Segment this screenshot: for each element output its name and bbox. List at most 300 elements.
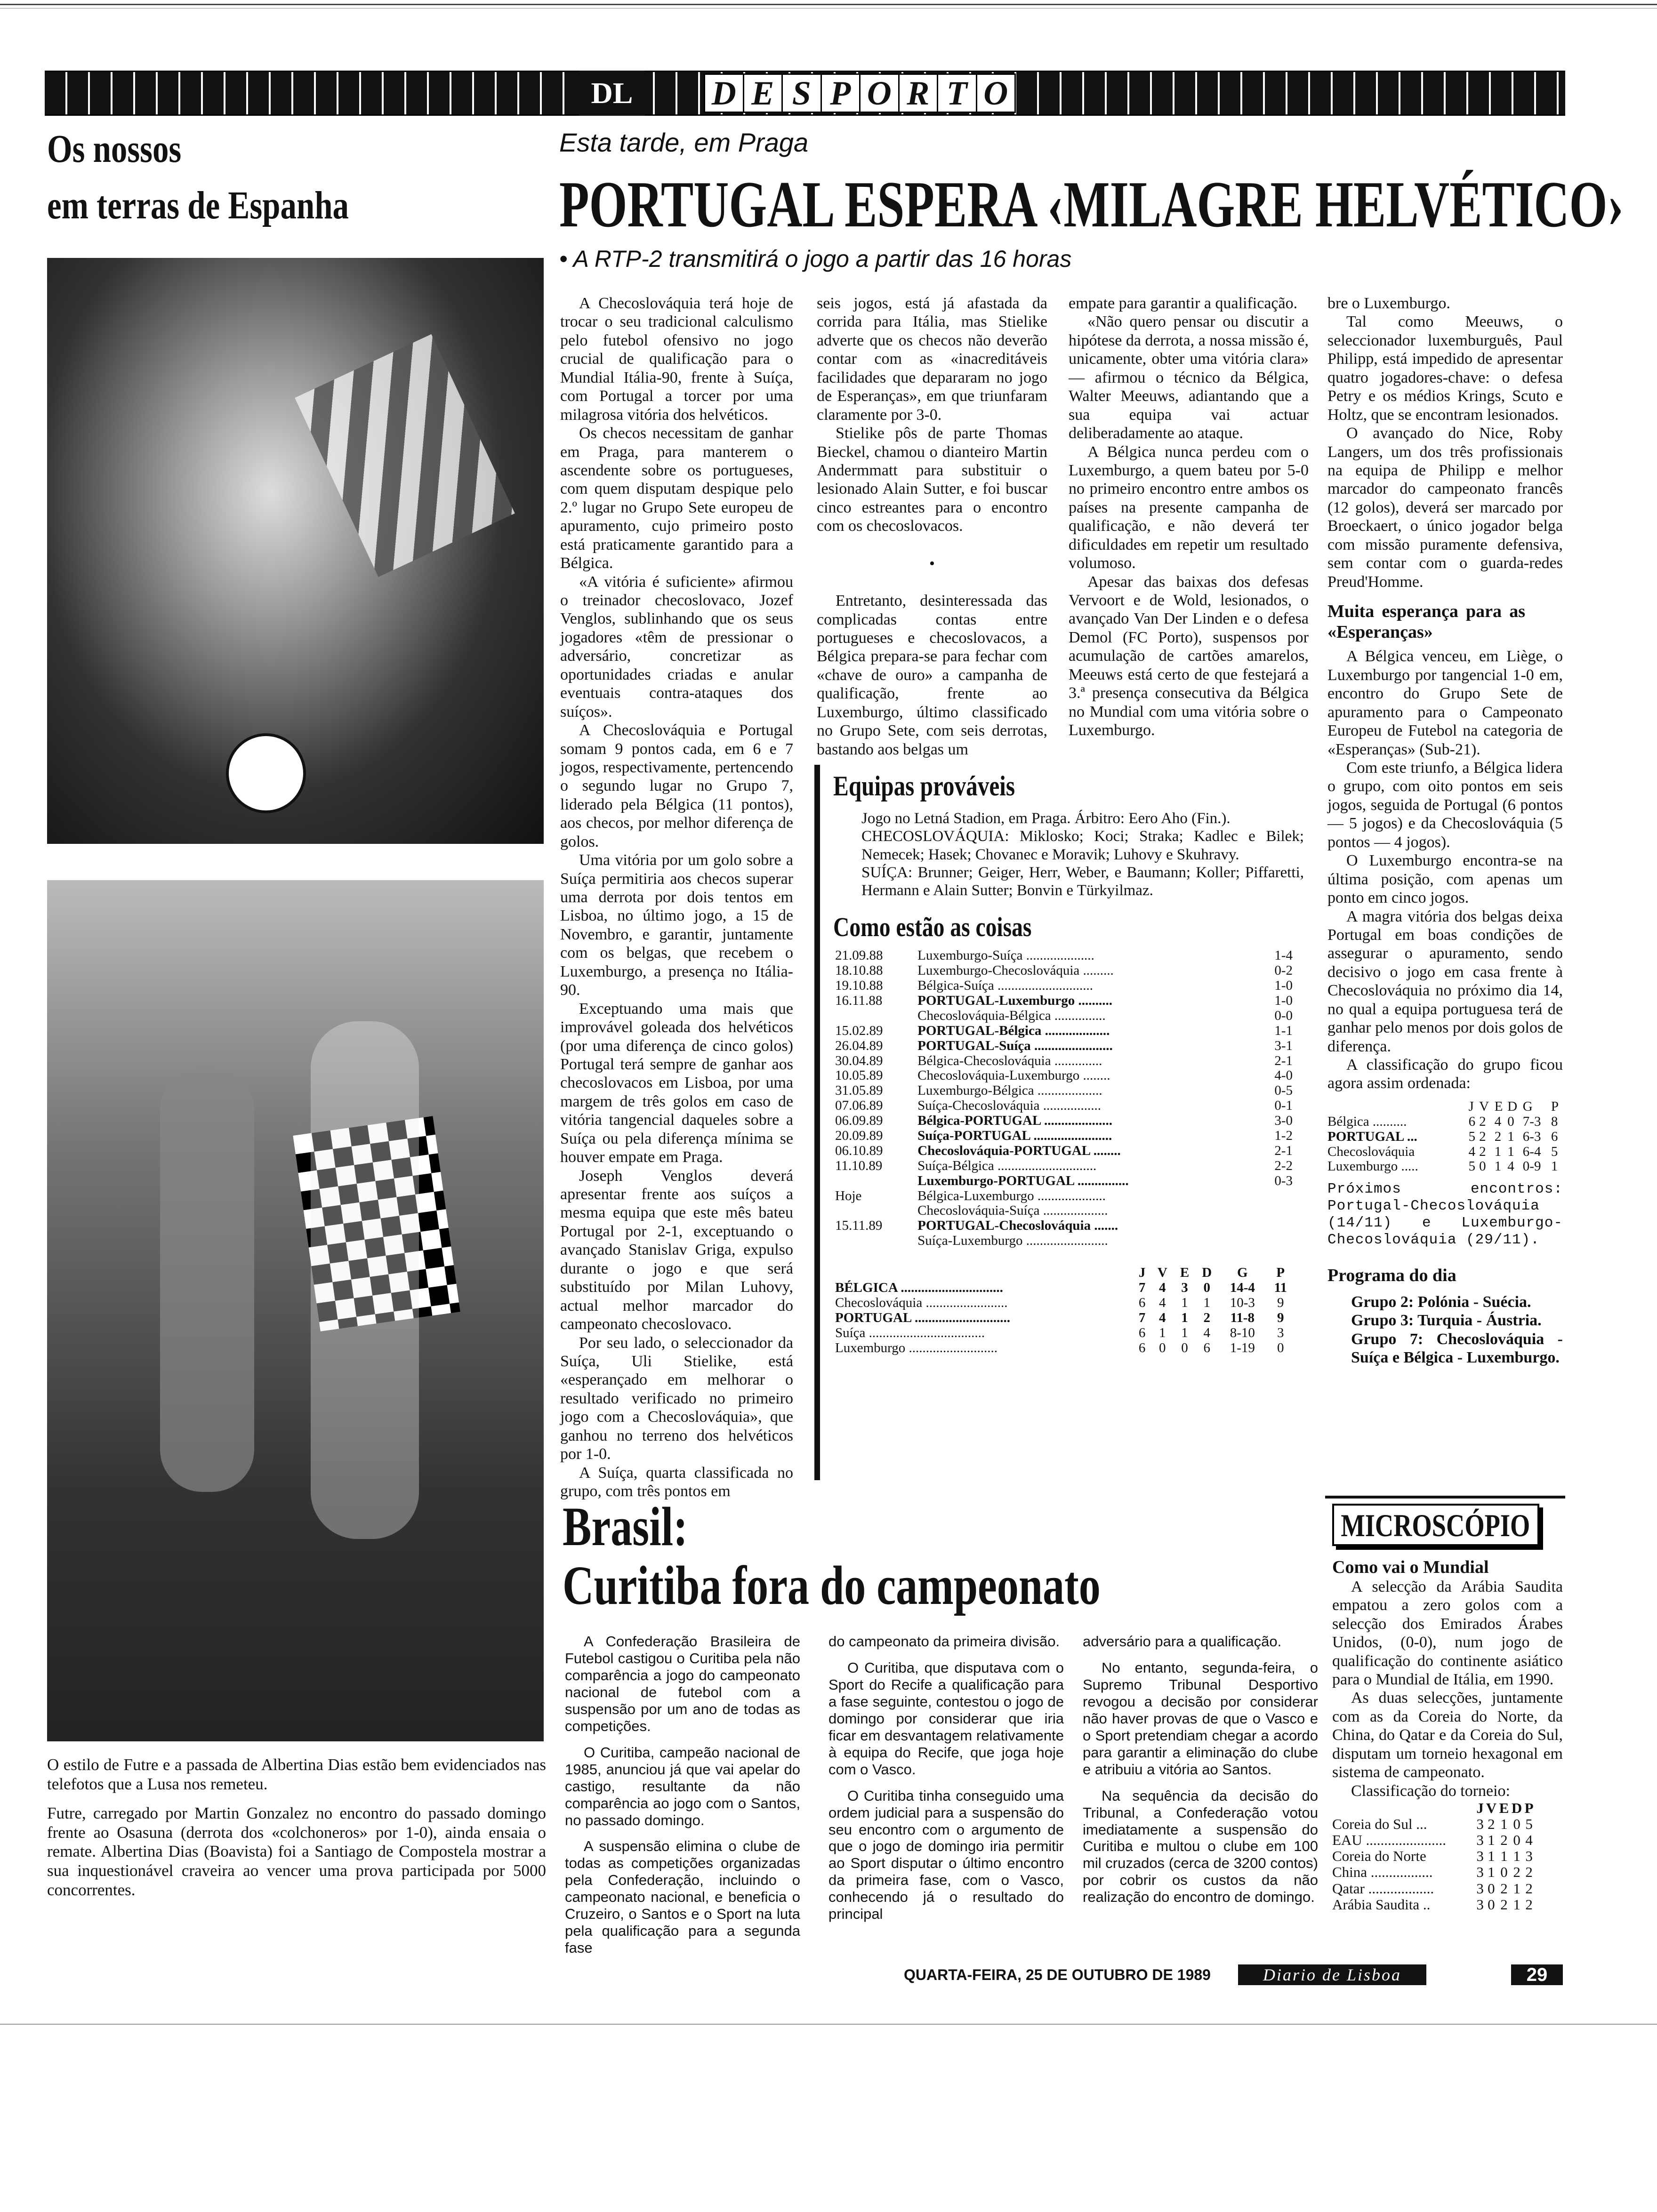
table-row bbox=[1332, 1864, 1535, 1880]
table-cell: 1 bbox=[1488, 1832, 1495, 1849]
table-cell: 0 bbox=[1277, 1340, 1284, 1355]
football-ball-shape bbox=[226, 733, 306, 813]
brasil-title-line1: Brasil: bbox=[563, 1496, 688, 1557]
section-letter: R bbox=[898, 73, 939, 113]
table-cell: 2 bbox=[1488, 1816, 1495, 1833]
headline: PORTUGAL ESPERA ‹MILAGRE HELVÉTICO› bbox=[559, 168, 1624, 241]
table-cell: PORTUGAL-Bélgica ................... bbox=[917, 1023, 1110, 1038]
table-cell: Checoslováquia-Suíça ................... bbox=[917, 1203, 1108, 1218]
table-cell: 2 bbox=[1479, 1144, 1486, 1159]
table-cell: PORTUGAL ... bbox=[1327, 1129, 1417, 1144]
table-header-row bbox=[1332, 1800, 1535, 1816]
table-row bbox=[1332, 1832, 1535, 1848]
table-cell: Checoslováquia bbox=[1327, 1144, 1415, 1159]
table-cell: 11 bbox=[1274, 1280, 1287, 1296]
table-cell: 3 bbox=[1525, 1848, 1533, 1865]
table-cell: 1-0 bbox=[1274, 993, 1293, 1008]
table-cell bbox=[1259, 1218, 1295, 1234]
caption-paragraph: O estilo de Futre e a passada de Albertina Dias estão bem evidenciados nas telefotos que a Lusa nos remeteu. bbox=[47, 1755, 546, 1793]
table-cell: Suíça-Luxemburgo ........................ bbox=[917, 1233, 1108, 1249]
table-cell: 3-1 bbox=[1274, 1038, 1293, 1053]
table-cell: Bélgica-PORTUGAL .................... bbox=[917, 1113, 1112, 1129]
table-cell: 31.05.89 bbox=[835, 1083, 883, 1098]
footer-date: QUARTA-FEIRA, 25 DE OUTUBRO DE 1989 bbox=[904, 1966, 1211, 1983]
table-row bbox=[833, 1189, 1295, 1204]
table-cell: 2 bbox=[1513, 1864, 1520, 1881]
table-row bbox=[1327, 1114, 1563, 1130]
table-cell: 0-9 bbox=[1522, 1159, 1541, 1174]
table-cell: 3 bbox=[1277, 1325, 1284, 1340]
table-cell: China ................. bbox=[1332, 1864, 1433, 1881]
top-rule bbox=[0, 4, 1657, 8]
article-paragraph: No entanto, segunda-feira, o Supremo Tribunal Desportivo revogou a decisão por considerar não haver provas de que o Vasco e o Sport pretendiam chegar a acordo para garantir a eliminação do clube e atribuiu a vitória ao Santos. bbox=[1083, 1659, 1318, 1778]
table-cell: 15.02.89 bbox=[835, 1023, 883, 1038]
table-row bbox=[833, 1326, 1295, 1341]
table-cell: 1 bbox=[1507, 1129, 1514, 1144]
table-cell: 1-2 bbox=[1274, 1128, 1293, 1144]
table-cell: Checoslováquia-Luxemburgo ........ bbox=[917, 1068, 1110, 1083]
table-header-row bbox=[1327, 1099, 1563, 1114]
table-cell: 7-3 bbox=[1522, 1114, 1541, 1129]
section-letter: P bbox=[820, 73, 861, 113]
table-cell: 1 bbox=[1181, 1295, 1188, 1310]
section-letter: O bbox=[976, 73, 1016, 113]
table-cell: 10-3 bbox=[1230, 1295, 1255, 1310]
article-paragraph: A Confederação Brasileira de Futebol castigou o Curitiba pela não comparência a jogo do campeonato nacional de futebol com a suspensão por um ano de todas as competições. bbox=[565, 1633, 800, 1734]
table-cell: 2 bbox=[1500, 1880, 1508, 1897]
table-cell bbox=[1259, 1189, 1295, 1204]
table-cell: 5 bbox=[1525, 1816, 1533, 1833]
table-header: G bbox=[1522, 1098, 1533, 1114]
article-paragraph: A Checoslováquia terá hoje de trocar o seu tradicional calculismo pelo futebol ofensivo no jogo crucial de qualificação para o Mundial Itália-90, frente à Suíça, com Portugal a torcer por uma milagrosa vitória dos helvéticos. bbox=[560, 295, 793, 424]
table-row bbox=[833, 1068, 1295, 1083]
table-cell: Luxemburgo-Bélgica ................... bbox=[917, 1083, 1102, 1098]
article-paragraph: bre o Luxemburgo. bbox=[1327, 295, 1450, 312]
caption-paragraph: Futre, carregado por Martin Gonzalez no encontro do passado domingo frente ao Osasuna (derrota dos «colchoneros» por 1-0), ainda ensaia o remate. Albertina Dias (Boavista) foi a Santiago de Compostela mostrar a sua inquestionável craveira ao vencer uma prova participada por 5000 concorrentes. bbox=[47, 1804, 546, 1899]
table-cell: 8 bbox=[1551, 1114, 1558, 1129]
table-header: V bbox=[1486, 1800, 1497, 1817]
table-cell: 1 bbox=[1513, 1848, 1520, 1865]
table-row bbox=[833, 1296, 1295, 1311]
brasil-title-line2: Curitiba fora do campeonato bbox=[563, 1555, 1101, 1616]
section-letter: O bbox=[859, 73, 900, 113]
table-cell: Qatar .................. bbox=[1332, 1880, 1434, 1897]
table-cell: 0 bbox=[1488, 1896, 1495, 1913]
article-paragraph: As duas selecções, juntamente com as da Coreia do Norte, da China, do Qatar e da Coreia do Sul, disputam um torneio hexagonal em sistema de campeonato. bbox=[1332, 1689, 1563, 1781]
table-header: E bbox=[1494, 1098, 1503, 1114]
table-header bbox=[833, 1266, 1133, 1281]
section-letter: S bbox=[781, 73, 822, 113]
kicker: Esta tarde, em Praga bbox=[559, 128, 809, 157]
table-cell: 21.09.88 bbox=[835, 948, 883, 963]
table-cell: 5 bbox=[1468, 1129, 1476, 1144]
article-paragraph: Entretanto, desinteressada das complicadas contas entre portugueses e checoslovacos, a Bélgica prepara-se para fechar com «chave de ouro» a campanha de qualificação, frente ao Luxemburgo, último classificado no Grupo Sete, com seis derrotas, bastando aos belgas um bbox=[817, 592, 1047, 758]
table-row bbox=[833, 948, 1295, 963]
bottom-rule bbox=[0, 2024, 1657, 2025]
table-cell: 1 bbox=[1488, 1864, 1495, 1881]
article-paragraph: A Checoslováquia e Portugal somam 9 pontos cada, em 6 e 7 jogos, respectivamente, pertencendo o segundo lugar no Grupo 7, liderado pela Bélgica (11 pontos), aos checos, por melhor diferença de golos. bbox=[560, 721, 793, 850]
table-row bbox=[833, 1281, 1295, 1296]
table-row bbox=[1332, 1881, 1535, 1897]
table-cell: 2-1 bbox=[1274, 1053, 1293, 1068]
table-cell: 1 bbox=[1181, 1310, 1188, 1325]
article-paragraph: Classificação do torneio: bbox=[1351, 1782, 1511, 1800]
table-cell: 1 bbox=[1203, 1295, 1210, 1310]
article-paragraph: Por seu lado, o seleccionador da Suíça, Uli Stielike, está «esperançado em melhorar o resultado verificado no primeiro jogo com a Checoslováquia», que ganhou no terreno dos helvéticos por 1-0. bbox=[560, 1334, 793, 1463]
table-cell: 2 bbox=[1500, 1896, 1508, 1913]
table-row bbox=[833, 1159, 1295, 1174]
esperancas-table bbox=[1327, 1099, 1563, 1174]
table-cell: Bélgica-Checoslováquia .............. bbox=[917, 1053, 1102, 1068]
table-cell: Luxemburgo ..... bbox=[1327, 1159, 1418, 1174]
table-row bbox=[833, 1054, 1295, 1069]
article-paragraph: adversário para a qualificação. bbox=[1083, 1633, 1282, 1650]
table-cell: 2 bbox=[1525, 1880, 1533, 1897]
standings-table bbox=[833, 1266, 1295, 1355]
section-letter: T bbox=[937, 73, 977, 113]
table-row bbox=[833, 1144, 1295, 1159]
table-cell bbox=[833, 1174, 916, 1189]
table-row bbox=[833, 978, 1295, 994]
table-cell: 3 bbox=[1476, 1896, 1484, 1913]
runner-silhouette-shape bbox=[160, 1068, 254, 1492]
table-cell: 0 bbox=[1513, 1816, 1520, 1833]
table-cell: Luxemburgo-Suíça .................... bbox=[917, 948, 1094, 963]
article-column-3 bbox=[1069, 294, 1309, 740]
table-cell: 2 bbox=[1494, 1129, 1502, 1144]
table-row bbox=[1332, 1816, 1535, 1832]
box-title: Equipas prováveis bbox=[833, 770, 1015, 801]
article-paragraph: seis jogos, está já afastada da corrida para Itália, mas Stielike adverte que os checos não deverão contar com as «inacreditáveis facilidades que depararam no jogo de Esperanças», em que triunfaram claramente por 3-0. bbox=[817, 295, 1047, 424]
table-cell: 6-4 bbox=[1522, 1144, 1541, 1159]
table-cell: 3 bbox=[1476, 1832, 1484, 1849]
table-cell: 1 bbox=[1500, 1848, 1508, 1865]
table-cell: 1-1 bbox=[1274, 1023, 1293, 1038]
article-bullet: • bbox=[929, 554, 935, 572]
table-cell: 3 bbox=[1476, 1848, 1484, 1865]
table-cell: 20.09.89 bbox=[835, 1128, 883, 1144]
article-paragraph: O Curitiba tinha conseguido uma ordem judicial para a suspensão do seu encontro com o argumento de que o jogo de domingo iria permitir ao Sport disputar o último encontro da primeira fase, com o Vasco, conhecendo já o resultado do principal bbox=[828, 1787, 1064, 1923]
micro-body bbox=[1332, 1558, 1563, 1913]
table-row bbox=[1327, 1159, 1563, 1174]
table-cell: PORTUGAL-Checoslováquia ....... bbox=[917, 1218, 1118, 1234]
footer-paper-name: Diario de Lisboa bbox=[1238, 1964, 1426, 1985]
table-row bbox=[833, 1098, 1295, 1114]
table-cell: 4 bbox=[1494, 1114, 1502, 1129]
article-column-2 bbox=[817, 294, 1047, 759]
table-header: J bbox=[1138, 1265, 1146, 1281]
table-cell: 4 bbox=[1159, 1280, 1166, 1296]
table-cell: 4 bbox=[1525, 1832, 1533, 1849]
table-header-row bbox=[833, 1266, 1295, 1281]
table-cell: Luxemburgo-Checoslováquia ......... bbox=[917, 963, 1114, 978]
table-cell: 1 bbox=[1507, 1144, 1514, 1159]
table-row bbox=[833, 1009, 1295, 1024]
table-cell: 11.10.89 bbox=[835, 1158, 883, 1173]
article-paragraph: A magra vitória dos belgas deixa Portugal em boas condições de assegurar o apuramento, sendo decisivo o jogo em casa frente à Checoslováquia no próximo dia 14, no qual a equipa portuguesa terá de ganhar pelo menos por dois golos de diferença. bbox=[1327, 907, 1563, 1055]
table-cell: 19.10.88 bbox=[835, 978, 883, 994]
table-cell: 2 bbox=[1479, 1114, 1486, 1129]
box-rule bbox=[814, 765, 820, 1480]
table-cell: Bélgica .......... bbox=[1327, 1114, 1407, 1129]
section-title bbox=[704, 73, 1014, 113]
table-cell: Suíça-Bélgica ............................. bbox=[917, 1158, 1097, 1173]
table-cell: 0-2 bbox=[1274, 963, 1293, 978]
table-header: P bbox=[1524, 1800, 1534, 1817]
table-cell: 0 bbox=[1181, 1340, 1188, 1355]
brasil-column-1 bbox=[565, 1633, 800, 1956]
table-cell: 16.11.88 bbox=[835, 993, 883, 1008]
article-column-1 bbox=[560, 294, 793, 1500]
table-row bbox=[1332, 1897, 1535, 1913]
table-cell: Coreia do Norte bbox=[1332, 1848, 1426, 1865]
table-cell: Suíça-Checoslováquia ................. bbox=[917, 1098, 1101, 1114]
table-header: G bbox=[1237, 1265, 1248, 1281]
table-cell: 5 bbox=[1551, 1144, 1558, 1159]
table-cell: 6 bbox=[1138, 1325, 1146, 1340]
article-paragraph: Apesar das baixas dos defesas Vervoort e de Wold, lesionados, o avançado Van Der Linden e o defesa Demol (FC Porto), suspensos por acumulação de cartões amarelos, Meeuws está certo de que festejará a 3.ª presença consecutiva da Bélgica no Mundial com uma vitória sobre o Luxemburgo. bbox=[1069, 573, 1309, 739]
table-row bbox=[833, 1039, 1295, 1054]
table-cell: Suíça .................................. bbox=[835, 1325, 985, 1340]
table-cell bbox=[833, 1009, 916, 1024]
article-paragraph: A Suíça, quarta classificada no grupo, com três pontos em bbox=[560, 1464, 793, 1500]
table-cell: 9 bbox=[1277, 1295, 1284, 1310]
table-cell: 18.10.88 bbox=[835, 963, 883, 978]
table-cell: 2 bbox=[1500, 1832, 1508, 1849]
table-header: D bbox=[1202, 1265, 1212, 1281]
esperancas-subhead: Muita esperança para as «Esperanças» bbox=[1327, 601, 1525, 642]
table-cell: 6 bbox=[1551, 1129, 1558, 1144]
article-paragraph: Na sequência da decisão do Tribunal, a Confederação votou imediatamente a suspensão do Curitiba e multou o clube em 100 mil cruzados (cerca de 3200 contos) por cobrir os custos da não realização do encontro de domingo. bbox=[1083, 1787, 1318, 1906]
table-cell: 2 bbox=[1479, 1129, 1486, 1144]
table-cell: 5 bbox=[1468, 1159, 1476, 1174]
table-cell: 0 bbox=[1479, 1159, 1486, 1174]
table-row bbox=[833, 1203, 1295, 1218]
table-cell: 1 bbox=[1159, 1325, 1166, 1340]
table-cell bbox=[1259, 1234, 1295, 1249]
table-cell bbox=[833, 1203, 916, 1218]
table-row bbox=[833, 994, 1295, 1009]
table-cell: Checoslováquia-Bélgica ............... bbox=[917, 1008, 1106, 1023]
micro-title-box bbox=[1332, 1504, 1539, 1546]
page-number: 29 bbox=[1511, 1964, 1563, 1985]
programa-title: Programa do dia bbox=[1327, 1266, 1456, 1286]
striped-jersey-shape bbox=[295, 334, 515, 577]
article-paragraph: O Luxemburgo encontra-se na última posição, com apenas um ponto em cinco jogos. bbox=[1327, 852, 1563, 907]
table-cell: Coreia do Sul ... bbox=[1332, 1816, 1427, 1833]
article-paragraph: Exceptuando uma mais que improvável goleada dos helvéticos (por uma diferença de cinco golos) Portugal terá sempre de ganhar aos checoslovacos em Lisboa, por uma margem de três golos em caso de vitória tangencial daqueles sobre a Suíça ou pela diferença mínima se houver empate em Praga. bbox=[560, 1000, 793, 1166]
article-paragraph: Uma vitória por um golo sobre a Suíça permitiria aos checos superar uma derrota por dois tentos em Lisboa, no último jogo, a 15 de Novembro, e garantir, juntamente com os belgas, que recebem o Luxemburgo, a presença no Itália-90. bbox=[560, 851, 793, 999]
article-paragraph: O Curitiba, que disputava com o Sport do Recife a qualificação para a fase seguinte, contestou o jogo de domingo por considerar que iria ficar em desvantagem relativamente à equipa do Recife, que joga hoje com o Vasco. bbox=[828, 1659, 1064, 1778]
table-cell: 4-0 bbox=[1274, 1068, 1293, 1083]
table-cell: 0-3 bbox=[1274, 1173, 1293, 1188]
table-cell: 1 bbox=[1551, 1159, 1558, 1174]
table-cell: 15.11.89 bbox=[835, 1218, 883, 1234]
table-header: P bbox=[1276, 1265, 1285, 1281]
table-cell: Bélgica-Suíça ............................ bbox=[917, 978, 1094, 994]
programa-line: Grupo 3: Turquia - Áustria. bbox=[1351, 1312, 1542, 1330]
article-paragraph: do campeonato da primeira divisão. bbox=[828, 1633, 1060, 1650]
table-row bbox=[833, 1311, 1295, 1326]
table-cell: Luxemburgo-PORTUGAL ............... bbox=[917, 1173, 1129, 1188]
table-cell: 3-0 bbox=[1274, 1113, 1293, 1129]
article-paragraph: Os checos necessitam de ganhar em Praga, para manterem o ascendente sobre os portugueses, com quem disputam despique pelo 2.º lugar no Grupo Sete europeu de apuramento, cujo primeiro posto está praticamente garantido para a Bélgica. bbox=[560, 425, 793, 572]
article-paragraph: A Bélgica venceu, em Liège, o Luxemburgo por tangencial 1-0 em, encontro do Grupo Sete de apuramento para o Campeonato Europeu de Futebol na categoria de «Esperanças» (Sub-21). bbox=[1327, 648, 1563, 758]
table-row bbox=[1327, 1130, 1563, 1145]
table-cell: Suíça-PORTUGAL ....................... bbox=[917, 1128, 1112, 1144]
table-cell bbox=[1259, 1203, 1295, 1218]
next-matches: Próximos encontros: Portugal-Checoslováquia (14/11) e Luxemburgo-Checoslováquia (29/11). bbox=[1327, 1181, 1563, 1249]
table-cell: 0-1 bbox=[1274, 1098, 1293, 1114]
brasil-column-3 bbox=[1083, 1633, 1318, 1906]
table-cell: 6 bbox=[1138, 1295, 1146, 1310]
table-cell: Luxemburgo .......................... bbox=[835, 1340, 998, 1355]
article-paragraph: «A vitória é suficiente» afirmou o treinador checoslovaco, Jozef Venglos, sublinhando que os seus jogadores «têm de pressionar o adversário, concretizar as oportunidades criadas e anular eventuais contra-ataques dos suíços». bbox=[560, 573, 793, 721]
table-cell: PORTUGAL ............................ bbox=[835, 1310, 1010, 1325]
article-paragraph: O avançado do Nice, Roby Langers, um dos três profissionais na equipa de Philipp e melhor marcador do campeonato francês (12 golos), deverá ser marcado por Broeckaert, o único jogador belga com missão puramente defensiva, sem contar com o guarda-redes Preud'Homme. bbox=[1327, 425, 1563, 591]
table-header bbox=[1332, 1800, 1475, 1816]
runner-silhouette-shape bbox=[311, 1021, 419, 1539]
table-row bbox=[833, 1341, 1295, 1356]
article-paragraph: A classificação do grupo ficou agora assim ordenada: bbox=[1327, 1056, 1563, 1092]
table-header: P bbox=[1551, 1098, 1559, 1114]
table-cell: 2-1 bbox=[1274, 1143, 1293, 1158]
table-cell: 11-8 bbox=[1230, 1310, 1255, 1325]
article-paragraph: Joseph Venglos deverá apresentar frente aos suíços a mesma equipa que este mês bateu Portugal por 2-1, exceptuando o avançado Stanislav Griga, expulso durante o jogo e que será substituído por Milan Luhovy, actual melhor marcador do campeonato checoslovaco. bbox=[560, 1167, 793, 1333]
table-cell: 4 bbox=[1159, 1295, 1166, 1310]
brasil-column-2 bbox=[828, 1633, 1064, 1923]
table-cell: 0-5 bbox=[1274, 1083, 1293, 1098]
table-cell: 2 bbox=[1525, 1864, 1533, 1881]
table-row bbox=[833, 1218, 1295, 1234]
table-cell: 0 bbox=[1159, 1340, 1166, 1355]
table-cell: 1 bbox=[1181, 1325, 1188, 1340]
table-header: V bbox=[1479, 1098, 1489, 1114]
table-cell: PORTUGAL-Suíça ....................... bbox=[917, 1038, 1113, 1053]
programa-line: Grupo 7: Checoslováquia - Suíça e Bélgica - Luxemburgo. bbox=[1351, 1330, 1563, 1367]
table-cell: 9 bbox=[1277, 1310, 1284, 1325]
results-table bbox=[833, 948, 1295, 1249]
table-cell: 4 bbox=[1159, 1310, 1166, 1325]
paper-logo: DL bbox=[579, 71, 645, 116]
article-paragraph: Tal como Meeuws, o seleccionador luxemburguês, Paul Philipp, está impedido de apresentar quatro jogadores-chave: o defesa Petry e os médios Krings, Scuto e Holtz, que se encontram lesionados. bbox=[1327, 313, 1563, 424]
micro-table bbox=[1332, 1800, 1535, 1913]
table-cell: 3 bbox=[1476, 1816, 1484, 1833]
table-cell: 0 bbox=[1513, 1832, 1520, 1849]
box-lineup-cz: CHECOSLOVÁQUIA: Miklosko; Koci; Straka; Kadlec e Bilek; Nemecek; Hasek; Chovanec e Moravik; Luhovy e Skuhravy. bbox=[861, 828, 1304, 863]
table-cell: BÉLGICA .............................. bbox=[835, 1280, 1003, 1296]
table-cell: Checoslováquia ........................ bbox=[835, 1295, 1008, 1310]
table-cell: 0 bbox=[1500, 1864, 1508, 1881]
table-cell: 3 bbox=[1476, 1864, 1484, 1881]
table-row bbox=[1327, 1145, 1563, 1160]
micro-title: MICROSCÓPIO bbox=[1341, 1507, 1530, 1543]
micro-rule bbox=[1325, 1496, 1565, 1499]
article-paragraph: A suspensão elimina o clube de todas as competições organizadas pela Confederação, incluindo o campeonato nacional, e beneficia o Cruzeiro, o Santos e o Sport na luta pela qualificação para a segunda fase bbox=[565, 1838, 800, 1956]
table-cell: 2 bbox=[1525, 1896, 1533, 1913]
table-cell: 3 bbox=[1476, 1880, 1484, 1897]
deck: • A RTP-2 transmitirá o jogo a partir das 16 horas bbox=[559, 246, 1072, 272]
section-letter: E bbox=[743, 73, 783, 113]
photo-caption bbox=[47, 1755, 546, 1899]
table-cell: 4 bbox=[1203, 1325, 1210, 1340]
table-cell: 8-10 bbox=[1230, 1325, 1255, 1340]
article-paragraph: empate para garantir a qualificação. bbox=[1069, 295, 1298, 312]
table-cell: 1 bbox=[1494, 1144, 1502, 1159]
table-cell: 1-0 bbox=[1274, 978, 1293, 994]
table-cell bbox=[833, 1234, 916, 1249]
table-cell: 4 bbox=[1507, 1159, 1514, 1174]
table-header: D bbox=[1511, 1800, 1522, 1817]
table-header bbox=[1327, 1099, 1469, 1114]
table-cell: 30.04.89 bbox=[835, 1053, 883, 1068]
table-row bbox=[833, 1234, 1295, 1249]
table-cell: 6 bbox=[1138, 1340, 1146, 1355]
table-cell: 6-3 bbox=[1522, 1129, 1541, 1144]
box-venue: Jogo no Letná Stadion, em Praga. Árbitro: Eero Aho (Fin.). bbox=[861, 810, 1231, 827]
section-letter: D bbox=[704, 73, 744, 113]
table-cell: 07.06.89 bbox=[835, 1098, 883, 1114]
equipas-box bbox=[833, 772, 1304, 1355]
results-title: Como estão as coisas bbox=[833, 912, 1032, 943]
table-cell: EAU ...................... bbox=[1332, 1832, 1446, 1849]
table-row bbox=[1332, 1848, 1535, 1864]
article-paragraph: A selecção da Arábia Saudita empatou a zero golos com a selecção dos Emirados Árabes Unidos, (0-0), num jogo de qualificação do continente asiático para o Mundial de Itália, em 1990. bbox=[1332, 1578, 1563, 1688]
article-paragraph: A Bélgica nunca perdeu com o Luxemburgo, a quem bateu por 5-0 no primeiro encontro entre ambos os países na presente campanha de qualificação, e não deverá ter dificuldades em repetir um resultado volumoso. bbox=[1069, 443, 1309, 572]
table-cell: 26.04.89 bbox=[835, 1038, 883, 1053]
table-cell: 6 bbox=[1203, 1340, 1210, 1355]
table-cell: 0 bbox=[1507, 1114, 1514, 1129]
table-header: E bbox=[1180, 1265, 1190, 1281]
table-cell: 1 bbox=[1494, 1159, 1502, 1174]
table-row bbox=[833, 963, 1295, 978]
table-cell: 4 bbox=[1468, 1144, 1476, 1159]
table-cell: Checoslováquia-PORTUGAL ........ bbox=[917, 1143, 1121, 1158]
table-cell: 2-2 bbox=[1274, 1158, 1293, 1173]
football-photo bbox=[47, 258, 544, 844]
table-cell: PORTUGAL-Luxemburgo .......... bbox=[917, 993, 1112, 1008]
table-cell: 7 bbox=[1138, 1310, 1146, 1325]
table-cell: 7 bbox=[1138, 1280, 1146, 1296]
table-cell: 0 bbox=[1488, 1880, 1495, 1897]
table-cell: 14-4 bbox=[1230, 1280, 1255, 1296]
article-paragraph: «Não quero pensar ou discutir a hipótese da derrota, a nossa missão é, unicamente, obter uma vitória clara» — afirmou o técnico da Bélgica, Walter Meeuws, adiantando que a sua equipa vai actuar deliberadamente ao ataque. bbox=[1069, 313, 1309, 442]
programa-line: Grupo 2: Polónia - Suécia. bbox=[1351, 1293, 1531, 1311]
table-cell: 6 bbox=[1468, 1114, 1476, 1129]
table-cell: 1-19 bbox=[1230, 1340, 1255, 1355]
article-paragraph: Stielike pôs de parte Thomas Bieckel, chamou o dianteiro Martin Andermmatt para substituir o lesionado Alain Sutter, e foi buscar cinco estreantes para o encontro com os checoslovacos. bbox=[817, 425, 1047, 535]
left-title-line1: Os nossos bbox=[47, 127, 182, 171]
table-header: E bbox=[1499, 1800, 1509, 1817]
athletics-photo bbox=[47, 880, 544, 1741]
table-cell: 06.09.89 bbox=[835, 1113, 883, 1129]
table-cell: 1 bbox=[1513, 1896, 1520, 1913]
table-cell: 0-0 bbox=[1274, 1008, 1293, 1023]
table-row bbox=[833, 1114, 1295, 1129]
table-cell: 1 bbox=[1513, 1880, 1520, 1897]
table-cell: 1 bbox=[1488, 1848, 1495, 1865]
table-cell: 1 bbox=[1500, 1816, 1508, 1833]
table-cell: 06.10.89 bbox=[835, 1143, 883, 1158]
box-lineup-sw: SUÍÇA: Brunner; Geiger, Herr, Weber, e Baumann; Koller; Piffaretti, Hermann e Alain Sutter; Bonvin e Türkyilmaz. bbox=[861, 864, 1304, 899]
table-header: J bbox=[1468, 1098, 1474, 1114]
table-header: D bbox=[1507, 1098, 1518, 1114]
article-paragraph: Com este triunfo, a Bélgica lidera o grupo, com oito pontos em seis jogos, seguida de Portugal (6 pontos — 5 jogos) e da Checoslováquia (5 pontos — 4 jogos). bbox=[1327, 759, 1563, 851]
table-header: V bbox=[1157, 1265, 1167, 1281]
table-cell: 0 bbox=[1203, 1280, 1210, 1296]
table-cell: 3 bbox=[1181, 1280, 1188, 1296]
table-cell: Arábia Saudita .. bbox=[1332, 1896, 1431, 1913]
